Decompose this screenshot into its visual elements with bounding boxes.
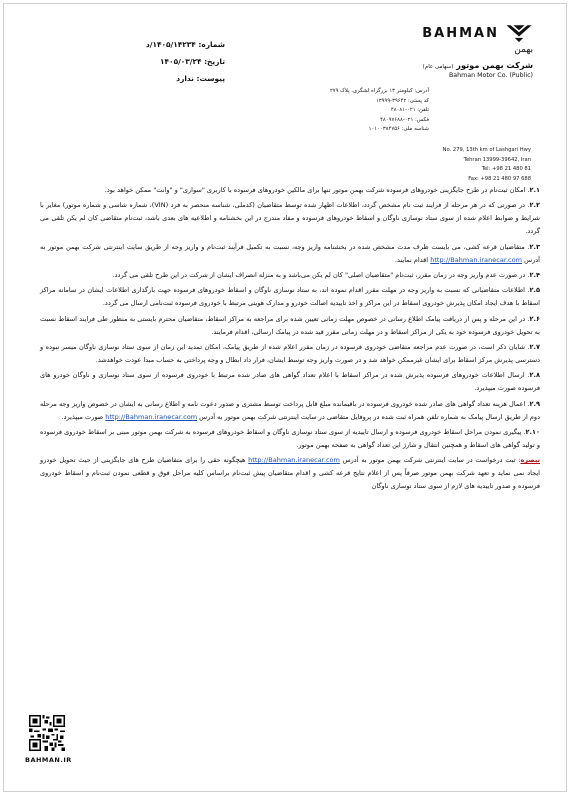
- contact-line: شناسه ملی: ۱۰۱۰۰۳۸۴۷۵۶: [368, 126, 429, 132]
- letter-body: [40, 184, 540, 495]
- paragraph-number: ۲.۷: [529, 342, 540, 351]
- paragraph-number: ۲.۶: [529, 314, 540, 323]
- paragraph-number: ۲.۱: [529, 186, 540, 194]
- company-header: [413, 22, 533, 79]
- paragraph-number: ۲.۹: [529, 399, 540, 408]
- brand-name-en: BAHMAN: [422, 25, 499, 41]
- paragraph-2-6: ۲.۶. در این مرحله و پس از دریافت پیامک اطلاع رسانی در خصوص مهلت زمانی تعیین شده برای مراجعه به مراکز اسقاط، متقاضیان محترم بایستی به منظور طی فرایند اسقاط نسبت به تحویل خودروی فرسوده خود به یکی از مراکز اسقاط و در مهلت زمانی مقرر قید شده در پیامک ارسالی، اقدام فرمایند.: [40, 314, 540, 336]
- contact-line: آدرس: کیلومتر ۱۳ بزرگراه لشگری، پلاک ۲۷۹: [329, 88, 429, 94]
- paragraph-text-end: اقدام نمایند.: [394, 255, 431, 264]
- company-name-fa: [413, 60, 533, 70]
- contact-line: Fax: +98 21 480 97 688: [468, 175, 531, 182]
- contact-line: No. 279, 13th km of Lashgari Hwy: [442, 147, 531, 153]
- paragraph-number: ۲.۱۰: [525, 427, 540, 436]
- letter-attachment: پیوست: ندارد: [176, 74, 225, 83]
- paragraph-text: امکان ثبت‌نام در طرح جایگزینی خودروهای فرسوده شرکت بهمن موتور تنها برای مالکین خودروهای فرسوده با کاربری "سواری" و "وانت" ممکن خواهد بود.: [104, 186, 526, 194]
- paragraph-2-4: ۲.۴. در صورت عدم واریز وجه در زمان مقرر، ثبت‌نام "متقاضیان اصلی" کان لم یکن می‌باشد و به منزله انصراف ایشان از شرکت در این طرح تلقی می گردد.: [112, 270, 540, 279]
- website-link[interactable]: http://Bahman.iranecar.com: [105, 412, 198, 421]
- website-footer[interactable]: BAHMAN.IR: [25, 756, 72, 764]
- note-text-end: هیچگونه حقی را برای متقاضیان طرح های جایگزینی از حیث تحویل خودرو ایجاد نمی نماید و تعهد شرکت بهمن موتور صرفاً پس از اعلام نتایج قرعه کشی و اقدام متقاضیان پیش ثبت‌نام براساس کلیه مراحل فوق و قطعی نمودن ثبت‌نام و اسقاط خودروی فرسوده و صدور تاییدیه های لازم از سوی ستاد نوسازی ناوگان: [40, 456, 540, 491]
- paragraph-text-end: صورت میپذیرد.: [61, 412, 106, 421]
- contact-line: تلفن: ۰۲۱-۴۸۰۸۱: [390, 107, 429, 113]
- note-label: تبصره: [520, 456, 540, 465]
- company-type-fa: (سهامی عام): [422, 64, 454, 70]
- brand-name-fa: بهمن: [514, 45, 533, 55]
- paragraph-text: اعمال هزینه تعداد گواهی های صادر شده خودروی فرسوده در باقیمانده مبلغ قابل پرداخت توسط مشتری و صدور دعوت نامه و اطلاع رسانی به ایشان در خصوص واریز وجه مرحله دوم از طریق ارسال پیامک به شماره تلفن همراه ثبت شده در پروفایل متقاضی در سایت اینترنتی شرکت بهمن موتور به آدرس: [40, 399, 540, 421]
- paragraph-text: پیگیری نمودن مراحل اسقاط خودروی فرسوده و ارسال تاییدیه از سوی ستاد نوسازی ناوگان و اسقاط خودروهای فرسوده به شرکت بهمن موتور مبنی بر اسقاط خودروی فرسوده و تولید گواهی های اسقاط و همچنین انتقال و شارژ این تعداد گواهی به صفحه بهمن موتور.: [40, 427, 540, 449]
- paragraph-2-1: ۲.۱. امکان ثبت‌نام در طرح جایگزینی خودروهای فرسوده شرکت بهمن موتور تنها برای مالکین خودروهای فرسوده با کاربری "سواری" و "وانت" ممکن خواهد بود.: [104, 186, 540, 194]
- paragraph-number: ۲.۴: [529, 270, 540, 279]
- paragraph-number: ۲.۸: [529, 371, 540, 380]
- contact-info-fa: [269, 87, 429, 135]
- paragraph-2-8: ۲.۸. ارسال اطلاعات خودروهای فرسوده پذیرش شده در مراکز اسقاط با اعلام تعداد گواهی های صادر شده مرتبط با خودروی فرسوده از سوی ستاد نوسازی و ناوگان خودرو های فرسوده صورت میپذیرد.: [40, 371, 540, 393]
- website-link[interactable]: http://Bahman.iranecar.com: [430, 255, 523, 264]
- company-name-en: Bahman Motor Co. (Public): [448, 72, 533, 79]
- paragraph-2-9: ۲.۹. اعمال هزینه تعداد گواهی های صادر شده خودروی فرسوده در باقیمانده مبلغ قابل پرداخت توسط مشتری و صدور دعوت نامه و اطلاع رسانی به ایشان در خصوص واریز وجه مرحله دوم از طریق ارسال پیامک به شماره تلفن همراه ثبت شده در پروفایل متقاضی در سایت اینترنتی شرکت بهمن موتور به آدرس http://Bahman.iranecar.com صورت میپذیرد.: [40, 399, 540, 421]
- contact-line: Tel: +98 21 480 81: [481, 166, 531, 172]
- paragraph-text: اطلاعات متقاضیانی که نسبت به واریز وجه در مهلت مقرر اقدام نموده اند، به ستاد نوسازی ناوگان و اسقاط خودروهای فرسوده جهت بارگذاری اطلاعات ایشان در سامانه مراکز اسقاط با هدف ایجاد امکان پذیرش خودروی اسقاط در این مراکز و اخذ تاییدیه اصالت خودرو و مدارک هویتی مرتبط با خودروی فرسوده ثبت‌نامی ارسال می گردد.: [40, 286, 540, 308]
- letter-number: شماره: ۱۴۰۵/۱۴۲۳۴/د: [146, 40, 225, 49]
- letter-meta: [146, 36, 225, 87]
- qr-code-icon[interactable]: [29, 715, 65, 751]
- contact-line: فکس: ۰۲۱-۴۸۰۹۷۶۸۸: [380, 116, 429, 123]
- paragraph-text: ارسال اطلاعات خودروهای فرسوده پذیرش شده در مراکز اسقاط با اعلام تعداد گواهی های صادر شده مرتبط با خودروی فرسوده از سوی ستاد نوسازی و ناوگان خودرو های فرسوده صورت میپذیرد.: [40, 371, 540, 393]
- website-link[interactable]: http://Bahman.iranecar.com: [248, 456, 340, 465]
- paragraph-text: در این مرحله و پس از دریافت پیامک اطلاع رسانی در خصوص مهلت زمانی تعیین شده برای مراجعه به مراکز اسقاط، متقاضیان محترم بایستی به منظور طی فرایند اسقاط نسبت به تحویل خودروی فرسوده خود به یکی از مراکز اسقاط و در مهلت زمانی مقرر قید شده در پیامک ارسالی، اقدام فرمایند.: [40, 314, 540, 336]
- note-text: : ثبت درخواست در سایت اینترنتی شرکت بهمن موتور به آدرس: [339, 456, 521, 465]
- paragraph-text: شایان ذکر است، در صورت عدم مراجعه متقاضی خودروی فرسوده در زمان مقرر اعلام شده از طریق پیامک، امکان تمدید این زمان از سوی ستاد نوسازی ناوگان میسر نبوده و دسترسی پذیرش مرکز اسقاط برای ایشان غیرممکن خواهد شد و در صورت واریز وجه توسط ایشان، فرار داد ابطال و وجه پرداختی به حساب مبدا عودت خواهدشد.: [40, 342, 540, 364]
- paragraph-number: ۲.۳: [529, 242, 540, 251]
- paragraph-2-5: ۲.۵. اطلاعات متقاضیانی که نسبت به واریز وجه در مهلت مقرر اقدام نموده اند، به ستاد نوسازی ناوگان و اسقاط خودروهای فرسوده جهت بارگذاری اطلاعات ایشان در سامانه مراکز اسقاط با هدف ایجاد امکان پذیرش خودروی اسقاط در این مراکز و اخذ تاییدیه اصالت خودرو و مدارک هویتی مرتبط با خودروی فرسوده ثبت‌نامی ارسال می گردد.: [40, 286, 540, 308]
- paragraph-text: در صورت عدم واریز وجه در زمان مقرر، ثبت‌نام "متقاضیان اصلی" کان لم یکن می‌باشد و به منزله انصراف ایشان از شرکت در این طرح تلقی می گردد.: [112, 270, 526, 279]
- paragraph-2-10: ۲.۱۰. پیگیری نمودن مراحل اسقاط خودروی فرسوده و ارسال تاییدیه از سوی ستاد نوسازی ناوگان و اسقاط خودروهای فرسوده به شرکت بهمن موتور مبنی بر اسقاط خودروی فرسوده و تولید گواهی های اسقاط و همچنین انتقال و شارژ این تعداد گواهی به صفحه بهمن موتور.: [40, 427, 540, 449]
- letter-date: تاریخ: ۱۴۰۵/۰۳/۲۴: [160, 57, 225, 66]
- paragraph-2-2: ۲.۲. در صورتی که در هر مرحله از فرایند ثبت نام مشخص گردد، اطلاعات اظهار شده توسط متقاضیان (کدملی، شناسه منحصر به فرد (VIN)، شماره شاسی و شماره موتور) مغایر با شرایط و ضوابط اعلام شده از سوی ستاد نوسازی ناوگان و اسقاط خودروهای فرسوده و مفاد مندرج در این بخشنامه و اطلاعیه های بعدی باشد، ثبت‌نام متقاضی کان لم یکن تلقی می گردد.: [40, 201, 540, 236]
- contact-line: Tehran 13999-39642, Iran: [463, 156, 531, 163]
- company-name-fa-text: شرکت بهمن موتور: [456, 60, 533, 70]
- paragraph-text: متقاضیان قرعه کشی، می بایست ظرف مدت مشخص شده در بخشنامه واریز وجه، نسبت به تکمیل فرآیند ثبت‌نام و واریز وجه از طریق سایت اینترنتی شرکت بهمن موتور به آدرس: [40, 242, 540, 264]
- paragraph-number: ۲.۵: [529, 286, 540, 295]
- paragraph-2-7: ۲.۷. شایان ذکر است، در صورت عدم مراجعه متقاضی خودروی فرسوده در زمان مقرر اعلام شده از طریق پیامک، امکان تمدید این زمان از سوی ستاد نوسازی ناوگان میسر نبوده و دسترسی پذیرش مرکز اسقاط برای ایشان غیرممکن خواهد شد و در صورت واریز وجه توسط ایشان، فرار داد ابطال و وجه پرداختی به حساب مبدا عودت خواهدشد.: [40, 342, 540, 364]
- contact-line: کد پستی: ۳۹۶۴۲-۱۳۹۹۹: [375, 97, 429, 104]
- contact-info-en: [391, 146, 531, 184]
- bahman-logo-icon: [505, 22, 533, 44]
- note-paragraph: [40, 454, 540, 493]
- paragraph-2-3: ۲.۳. متقاضیان قرعه کشی، می بایست ظرف مدت مشخص شده در بخشنامه واریز وجه، نسبت به تکمیل فرآیند ثبت‌نام و واریز وجه از طریق سایت اینترنتی شرکت بهمن موتور به آدرس http://Bahman.iranecar.com اقدام نمایند.: [40, 242, 540, 264]
- qr-footer: [25, 715, 72, 764]
- paragraph-number: ۲.۲: [529, 201, 540, 210]
- paragraph-text: در صورتی که در هر مرحله از فرایند ثبت نام مشخص گردد، اطلاعات اظهار شده توسط متقاضیان (کدملی، شناسه منحصر به فرد (VIN)، شماره شاسی و شماره موتور) مغایر با شرایط و ضوابط اعلام شده از سوی ستاد نوسازی ناوگان و اسقاط خودروهای فرسوده و مفاد مندرج در این بخشنامه و اطلاعیه های بعدی باشد، ثبت‌نام متقاضی کان لم یکن تلقی می گردد.: [40, 201, 540, 236]
